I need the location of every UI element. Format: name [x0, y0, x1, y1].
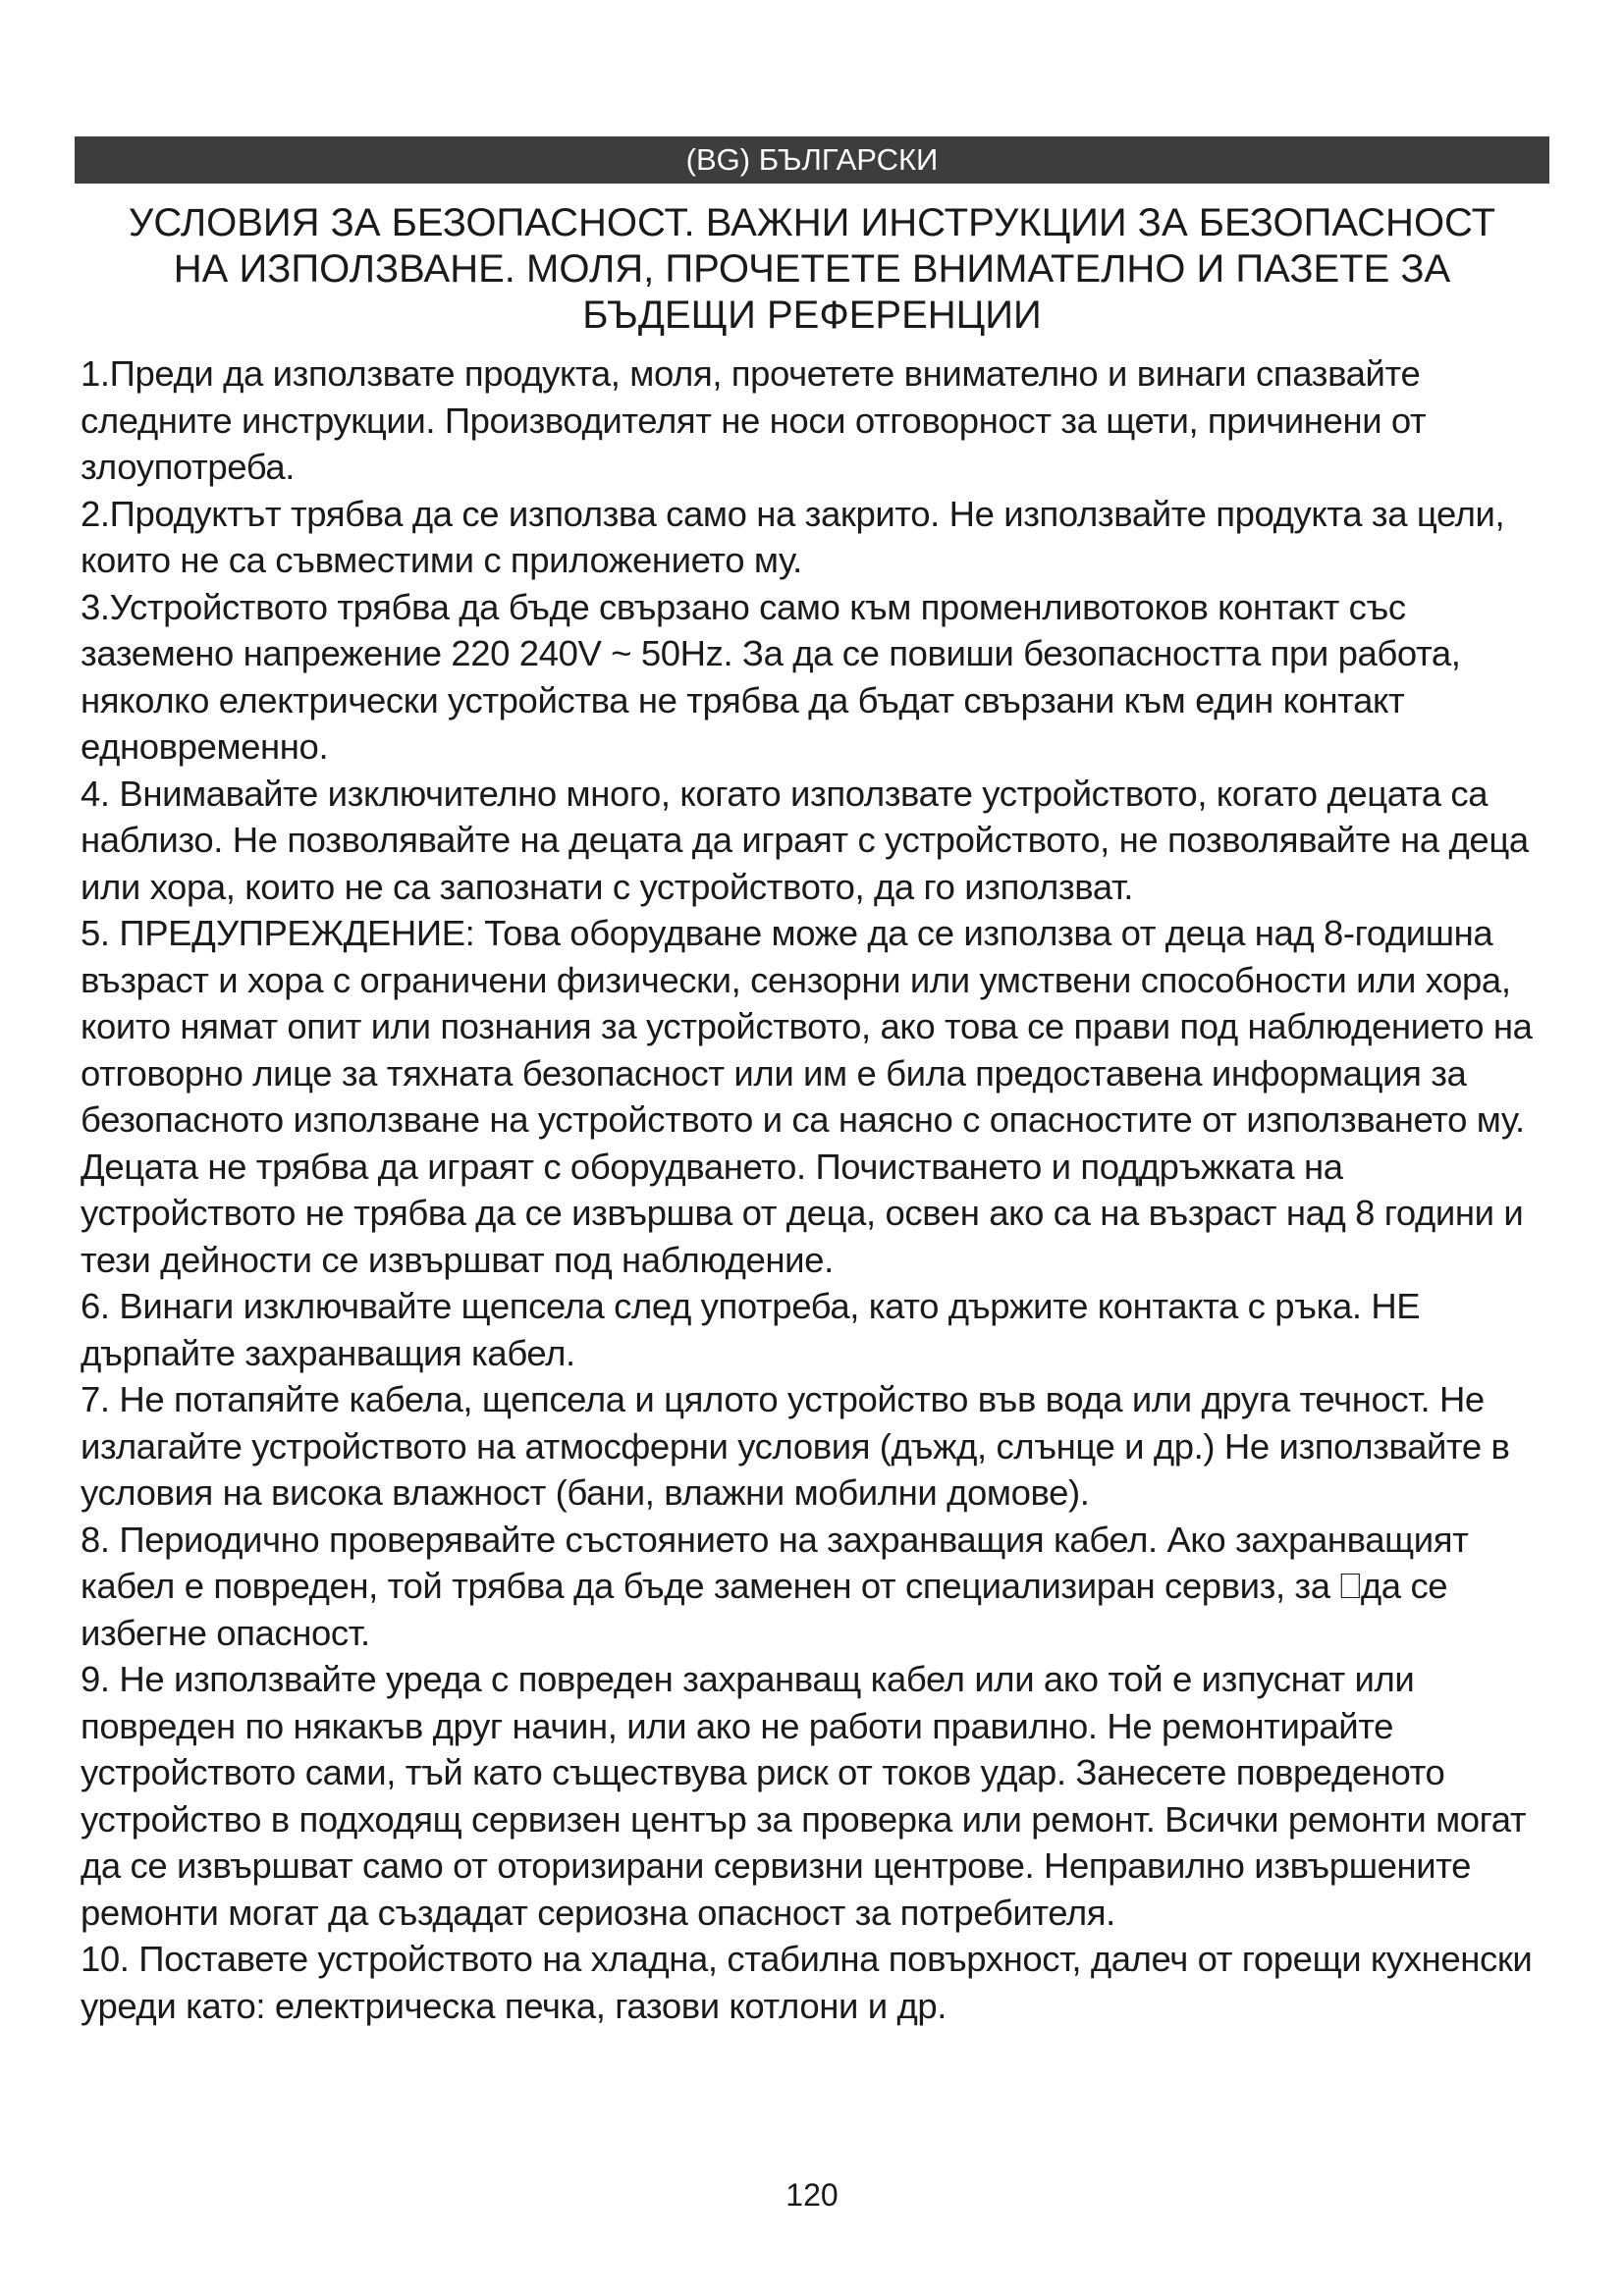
- language-header-bar: (BG) БЪЛГАРСКИ: [75, 136, 1549, 184]
- instructions-list: [81, 350, 1553, 2029]
- safety-title: УСЛОВИЯ ЗА БЕЗОПАСНОСТ. ВАЖНИ ИНСТРУКЦИИ ЗА БЕЗОПАСНОСТ НА ИЗПОЛЗВАНЕ. МОЛЯ, ПРОЧЕТЕТЕ ВНИМАТЕЛНО И ПАЗЕТЕ ЗА БЪДЕЩИ РЕФЕРЕНЦИИ: [128, 201, 1496, 337]
- instruction-item-10: 10. Поставете устройството на хладна, стабилна повърхност, далеч от горещи кухненски уреди като: електрическа печка, газови котлони и др.: [81, 1939, 1533, 2026]
- instruction-item-8: 8. Периодично проверявайте състоянието на захранващия кабел. Ако захранващият кабел е повреден, той трябва да бъде заменен от специализиран сервиз, за ⎕да се избегне опасност.: [81, 1519, 1469, 1653]
- instruction-item-1: 1.Преди да използвате продукта, моля, прочетете внимателно и винаги спазвайте следните инструкции. Производителят не носи отговорност за щети, причинени от злоупотреба.: [81, 353, 1427, 487]
- instruction-item-5: 5. ПРЕДУПРЕЖДЕНИЕ: Това оборудване може да се използва от деца над 8-годишна възраст и хора с ограничени физически, сензорни или умствени способности или хора, които нямат опит или познания за устройството, ако това се прави под наблюдението на отговорно лице за тяхната безопасност или им е била предоставена информация за безопасното използване на устройството и са наясно с опасностите от използването му. Децата не трябва да играят с оборудването. Почистването и поддръжката на устройството не трябва да се извършва от деца, освен ако са на възраст над 8 години и тези дейности се извършват под наблюдение.: [81, 913, 1533, 1280]
- instruction-item-2: 2.Продуктът трябва да се използва само на закрито. Не използвайте продукта за цели, които не са съвместими с приложението му.: [81, 493, 1505, 580]
- instruction-item-9: 9. Не използвайте уреда с повреден захранващ кабел или ако той е изпуснат или повреден по някакъв друг начин, или ако не работи правилно. Не ремонтирайте устройството сами, тъй като съществува риск от токов удар. Занесете повреденото устройство в подходящ сервизен център за проверка или ремонт. Всички ремонти могат да се извършват само от оторизирани сервизни центрове. Неправилно извършените ремонти могат да създадат сериозна опасност за потребителя.: [81, 1659, 1527, 1933]
- instruction-item-6: 6. Винаги изключвайте щепсела след употреба, като държите контакта с ръка. НЕ дърпайте захранващия кабел.: [81, 1286, 1421, 1373]
- page-number: 120: [785, 2177, 839, 2213]
- instruction-item-3: 3.Устройството трябва да бъде свързано само към променливотоков контакт със заземено напрежение 220 240V ~ 50Hz. За да се повиши безопасността при работа, няколко електрически устройства не трябва да бъдат свързани към един контакт едновременно.: [81, 586, 1461, 767]
- instruction-item-7: 7. Не потапяйте кабела, щепсела и цялото устройство във вода или друга течност. Не излагайте устройството на атмосферни условия (дъжд, слънце и др.) Не използвайте в условия на висока влажност (бани, влажни мобилни домове).: [81, 1379, 1510, 1513]
- instruction-item-4: 4. Внимавайте изключително много, когато използвате устройството, когато децата са наблизо. Не позволявайте на децата да играят с устройството, не позволявайте на деца или хора, които не са запознати с устройството, да го използват.: [81, 773, 1529, 907]
